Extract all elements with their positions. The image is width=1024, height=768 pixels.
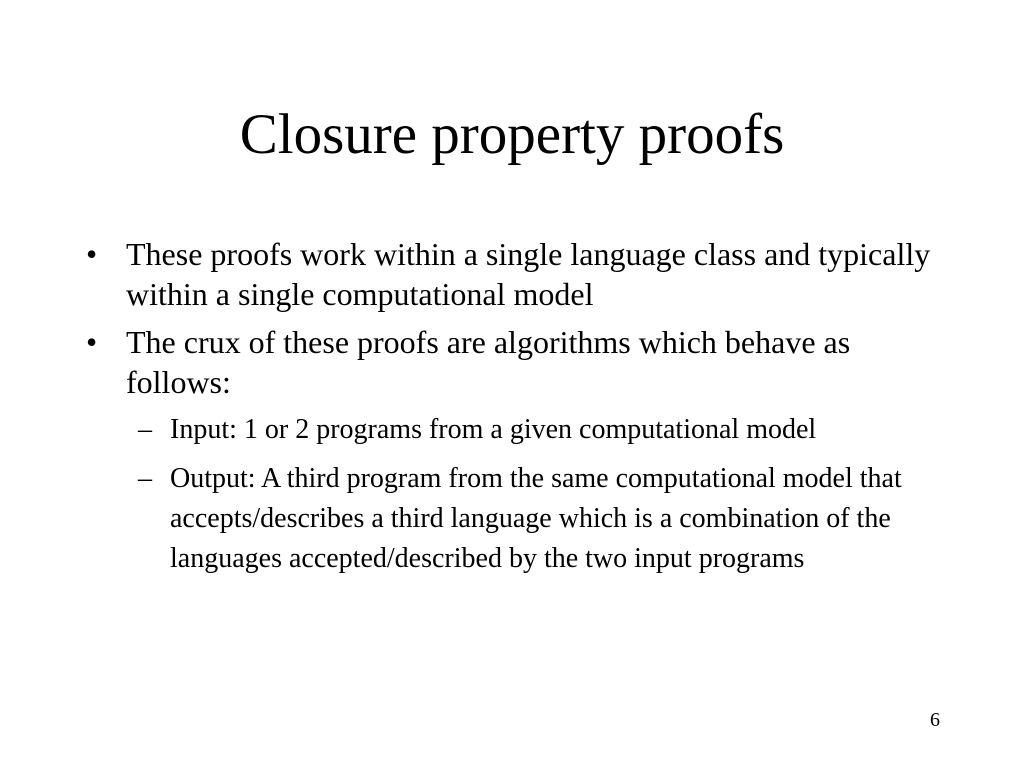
bullet-text: These proofs work within a single language class and typically within a single computational model	[126, 236, 931, 312]
sub-bullet-marker: –	[138, 463, 152, 494]
page-number: 6	[930, 709, 940, 731]
bullet-marker: •	[86, 236, 98, 272]
sub-bullet-item	[138, 410, 956, 450]
sub-bullet-marker: –	[138, 414, 152, 445]
slide-title: Closure property proofs	[239, 103, 785, 166]
bullet-text: The crux of these proofs are algorithms which behave as follows:	[126, 324, 851, 400]
sub-bullet-text: Output: A third program from the same computational model that accepts/describes a third language which is a combination of the languages accepted/described by the two input programs	[170, 463, 902, 574]
bullet-item	[86, 322, 956, 402]
bullet-marker: •	[86, 324, 98, 360]
sub-bullet-list	[86, 410, 956, 579]
bullet-item	[86, 234, 956, 314]
sub-bullet-text: Input: 1 or 2 programs from a given computational model	[170, 414, 817, 445]
sub-bullet-item	[138, 459, 956, 579]
bullet-item-with-subs	[86, 322, 956, 579]
bullet-list	[86, 234, 956, 588]
